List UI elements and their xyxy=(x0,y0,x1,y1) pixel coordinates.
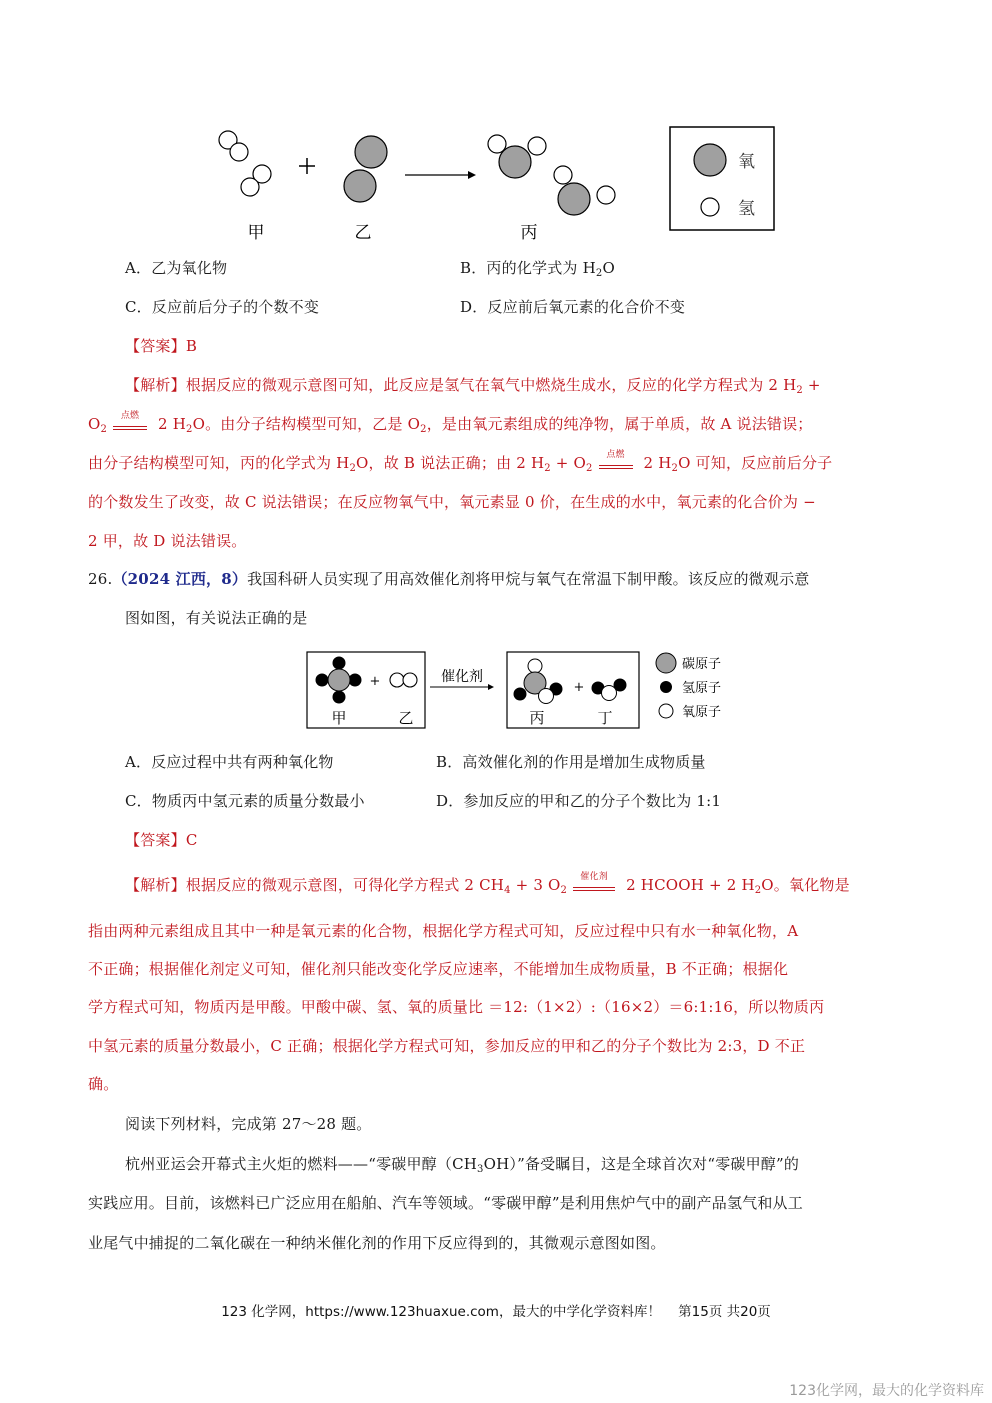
text: 由分子结构模型可知，丙的化学式为 H xyxy=(88,454,350,472)
oxygen-atom xyxy=(355,136,387,168)
question-source: （2024 江西，8） xyxy=(112,570,248,588)
text: OH）”备受瞩目，这是全球首次对“零碳甲醇”的 xyxy=(483,1155,800,1173)
text: O。氧化物是 xyxy=(761,876,850,894)
analysis-q25-line4: 的个数发生了改变，故 C 说法错误；在反应物氧气中，氧元素显 0 价，在生成的水中，氧元素的化合价为 − xyxy=(88,493,816,511)
answer-q26 xyxy=(125,830,198,850)
legend-oxygen-label: 氧 xyxy=(738,152,755,172)
hydrogen-atom xyxy=(554,166,572,184)
reading-para-line2: 实践应用。目前，该燃料已广泛应用在船舶、汽车等领域。“零碳甲醇”是利用焦炉气中的副产品氢气和从工 xyxy=(88,1194,803,1212)
subscript: 2 xyxy=(544,463,551,474)
plus-sign xyxy=(299,158,315,174)
arrow-label: 催化剂 xyxy=(441,669,483,685)
carbon-legend-icon xyxy=(656,653,676,673)
hydrogen-atom xyxy=(528,137,546,155)
page-number: 第15页 共20页 xyxy=(678,1304,771,1320)
analysis-q26-line4: 学方程式可知，物质丙是甲酸。甲酸中碳、氢、氧的质量比 ＝12:（1×2）:（16×2）＝6:1:16，所以物质丙 xyxy=(88,998,825,1016)
stem-text: 我国科研人员实现了用高效催化剂将甲烷与氧气在常温下制甲酸。该反应的微观示意 xyxy=(247,570,810,588)
legend-box xyxy=(670,127,774,230)
subscript: 2 xyxy=(560,885,568,896)
analysis-q26-line6: 确。 xyxy=(88,1075,119,1093)
subscript: 2 xyxy=(586,463,593,474)
oxygen-atom xyxy=(499,146,531,178)
legend-carbon: 碳原子 xyxy=(682,657,722,672)
text: 2 H xyxy=(638,454,672,472)
subscript: 2 xyxy=(186,424,193,435)
answer-tag: 【答案】 xyxy=(125,831,186,849)
reaction-arrow xyxy=(405,171,476,179)
subscript: 4 xyxy=(504,885,511,896)
hydrogen-atom xyxy=(241,178,259,196)
label-bing: 丙 xyxy=(520,223,538,243)
subscript: 2 xyxy=(796,385,803,396)
oxygen-atom xyxy=(558,183,590,215)
condition-catalyst xyxy=(573,872,615,896)
answer-q25 xyxy=(125,336,197,356)
analysis-tag: 【解析】 xyxy=(125,876,186,894)
option-d: D．反应前后氧元素的化合价不变 xyxy=(460,298,686,316)
subscript: 2 xyxy=(754,885,762,896)
text: O xyxy=(88,415,101,433)
legend-oxygen: 氧原子 xyxy=(682,705,722,720)
answer-tag: 【答案】 xyxy=(125,337,186,355)
text: O。由分子结构模型可知，乙是 O xyxy=(192,415,421,433)
answer-value: B xyxy=(185,337,198,355)
subscript: 3 xyxy=(477,1164,484,1175)
hydrogen-atom xyxy=(230,143,248,161)
page-footer xyxy=(0,1300,992,1320)
text: O，故 B 说法正确；由 2 H xyxy=(356,454,545,472)
analysis-tag: 【解析】 xyxy=(125,376,186,394)
reading-intro: 阅读下列材料，完成第 27～28 题。 xyxy=(125,1115,372,1133)
question-26-stem-line2: 图如图，有关说法正确的是 xyxy=(125,609,308,627)
footer-site-text: 123 化学网，https://www.123huaxue.com，最大的中学化学资料库！ xyxy=(221,1304,661,1320)
option-b-text: B．丙的化学式为 H xyxy=(460,259,596,277)
hydrogen-atom xyxy=(597,186,615,204)
hydrogen-legend-icon xyxy=(701,198,719,216)
analysis-q26-line1 xyxy=(125,872,850,896)
option-b xyxy=(460,258,615,278)
option-a: A．反应过程中共有两种氧化物 xyxy=(125,753,334,771)
condition-label: 点燃 xyxy=(606,450,625,460)
legend-hydrogen: 氢原子 xyxy=(682,681,722,696)
subscript: 2 xyxy=(420,424,427,435)
analysis-q25-line1 xyxy=(125,375,821,395)
condition-ignite xyxy=(113,411,147,435)
question-number: 26. xyxy=(88,570,113,588)
text: + O xyxy=(550,454,586,472)
molecule-yi xyxy=(344,136,387,202)
analysis-q26-line5: 中氢元素的质量分数最小，C 正确；根据化学方程式可知，参加反应的甲和乙的分子个数比为 2:3，D 不正 xyxy=(88,1037,806,1055)
subscript: 2 xyxy=(595,268,603,279)
plus-sign: + xyxy=(369,674,381,689)
condition-ignite xyxy=(599,450,633,474)
condition-label: 点燃 xyxy=(120,411,140,421)
watermark: 123化学网，最大的化学资料库 xyxy=(789,1383,984,1399)
answer-value: C xyxy=(185,831,198,849)
condition-label: 催化剂 xyxy=(580,872,608,882)
label-ding: 丁 xyxy=(597,709,613,727)
label-yi: 乙 xyxy=(354,223,372,243)
analysis-q25-line3 xyxy=(88,450,833,474)
subscript: 2 xyxy=(349,463,357,474)
option-b-text-end: O xyxy=(602,259,615,277)
text: + 3 O xyxy=(510,876,561,894)
catalyst-arrow xyxy=(430,668,494,690)
analysis-q26-line2: 指由两种元素组成且其中一种是氧元素的化合物，根据化学方程式可知，反应过程中只有水一种氧化物，A xyxy=(88,922,799,940)
oxygen-legend-icon xyxy=(659,704,673,718)
analysis-q25-line5: 2 甲，故 D 说法错误。 xyxy=(88,532,247,550)
plus-sign: + xyxy=(573,680,585,695)
analysis-q26-line3: 不正确；根据催化剂定义可知，催化剂只能改变化学反应速率，不能增加生成物质量，B 不正确；根据化 xyxy=(88,960,789,978)
analysis-q25-line2 xyxy=(88,411,813,435)
subscript: 2 xyxy=(100,424,108,435)
legend xyxy=(656,653,721,720)
subscript: 2 xyxy=(671,463,679,474)
option-c: C．物质丙中氢元素的质量分数最小 xyxy=(125,792,365,810)
label-jia: 甲 xyxy=(247,223,265,243)
option-b: B．高效催化剂的作用是增加生成物质量 xyxy=(436,753,706,771)
text: 2 HCOOH + 2 H xyxy=(621,876,755,894)
text: 杭州亚运会开幕式主火炬的燃料——“零碳甲醇（CH xyxy=(125,1155,478,1173)
text: 根据反应的微观示意图可知，此反应是氢气在氧气中燃烧生成水，反应的化学方程式为 2 H xyxy=(185,376,797,394)
reaction-diagram-q25 xyxy=(200,120,800,250)
text: + xyxy=(802,376,821,394)
option-a: A．乙为氧化物 xyxy=(125,259,228,277)
oxygen-legend-icon xyxy=(694,144,726,176)
reaction-diagram-q26 xyxy=(300,645,740,735)
question-26-stem xyxy=(88,569,809,589)
label-bing: 丙 xyxy=(529,709,545,727)
reading-para-line3: 业尾气中捕捉的二氧化碳在一种纳米催化剂的作用下反应得到的，其微观示意图如图。 xyxy=(88,1234,666,1252)
molecule-jia xyxy=(219,131,271,196)
legend-hydrogen-label: 氢 xyxy=(738,199,755,219)
option-d: D．参加反应的甲和乙的分子个数比为 1:1 xyxy=(436,792,722,810)
text: 2 H xyxy=(153,415,187,433)
label-yi: 乙 xyxy=(398,709,414,727)
hydrogen-legend-icon xyxy=(660,681,672,693)
oxygen-atom xyxy=(344,170,376,202)
option-c: C．反应前后分子的个数不变 xyxy=(125,298,320,316)
reading-para-line1 xyxy=(125,1154,799,1174)
text: ，是由氧元素组成的纯净物，属于单质，故 A 说法错误； xyxy=(426,415,813,433)
text: O 可知，反应前后分子 xyxy=(678,454,833,472)
molecule-bing xyxy=(488,135,615,215)
label-jia: 甲 xyxy=(331,709,347,727)
text: 根据反应的微观示意图，可得化学方程式 2 CH xyxy=(185,876,505,894)
